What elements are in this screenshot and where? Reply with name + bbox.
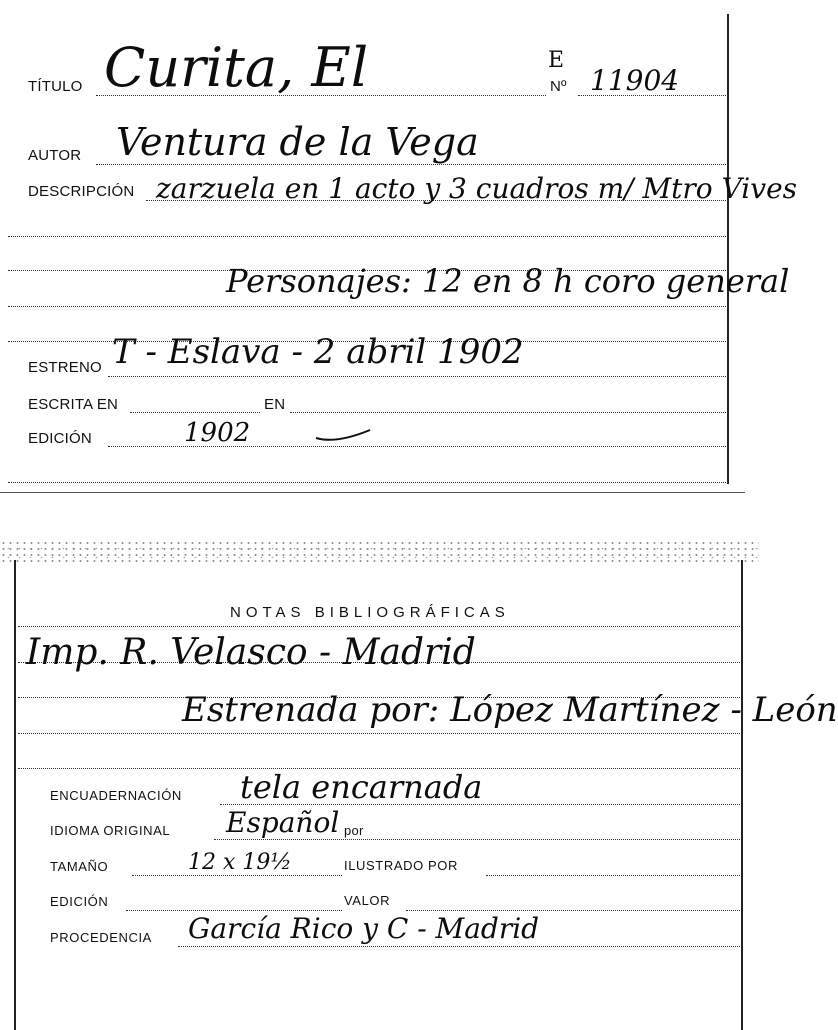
estreno-label: ESTRENO bbox=[28, 359, 102, 376]
ruled-line bbox=[178, 946, 740, 947]
ruled-line bbox=[130, 412, 260, 413]
ruled-line bbox=[8, 482, 728, 483]
card-border-right bbox=[741, 560, 743, 1030]
titulo-label: TÍTULO bbox=[28, 78, 83, 95]
ruled-line bbox=[486, 875, 740, 876]
numero-prefix-handwritten: E bbox=[548, 48, 565, 73]
tamano-handwritten: 12 x 19½ bbox=[188, 850, 292, 875]
ruled-line bbox=[406, 910, 740, 911]
encuadernacion-label: ENCUADERNACIÓN bbox=[50, 788, 182, 803]
ruled-line bbox=[8, 306, 728, 307]
descripcion-label: DESCRIPCIÓN bbox=[28, 183, 135, 200]
estreno-handwritten: T - Eslava - 2 abril 1902 bbox=[112, 332, 524, 372]
card-bottom-edge bbox=[0, 492, 745, 493]
card-border-left bbox=[14, 560, 16, 1030]
ilustrado-por-label: ILUSTRADO POR bbox=[344, 858, 458, 873]
procedencia-label: PROCEDENCIA bbox=[50, 930, 152, 945]
encuadernacion-handwritten: tela encarnada bbox=[240, 768, 483, 806]
idioma-original-label: IDIOMA ORIGINAL bbox=[50, 823, 171, 838]
idioma-original-handwritten: Español bbox=[226, 806, 340, 839]
tamano-label: TAMAÑO bbox=[50, 859, 109, 874]
autor-handwritten: Ventura de la Vega bbox=[116, 120, 479, 164]
numero-label: Nº bbox=[550, 78, 567, 95]
ruled-line bbox=[18, 626, 740, 627]
edicion-handwritten: 1902 bbox=[184, 418, 251, 448]
card-border-right bbox=[727, 14, 729, 484]
procedencia-handwritten: García Rico y C - Madrid bbox=[188, 912, 540, 945]
catalog-card-front bbox=[0, 0, 798, 496]
numero-handwritten: 11904 bbox=[590, 64, 680, 97]
notas-line2-handwritten: Estrenada por: López Martínez - León bbox=[182, 690, 838, 730]
ruled-line bbox=[132, 875, 342, 876]
ruled-line bbox=[108, 376, 728, 377]
escrita-en-label: ESCRITA EN bbox=[28, 396, 119, 413]
titulo-handwritten: Curita, El bbox=[104, 36, 369, 99]
ruled-line bbox=[126, 910, 342, 911]
speckled-edge bbox=[0, 540, 759, 562]
en-label: EN bbox=[264, 396, 286, 413]
por-label: por bbox=[344, 823, 364, 838]
catalog-card-back bbox=[0, 540, 838, 1028]
notas-heading: NOTAS BIBLIOGRÁFICAS bbox=[230, 604, 510, 621]
personajes-handwritten: Personajes: 12 en 8 h coro general bbox=[226, 262, 790, 300]
descripcion-handwritten: zarzuela en 1 acto y 3 cuadros m/ Mtro Vives bbox=[156, 172, 798, 205]
edicion-label: EDICIÓN bbox=[28, 430, 92, 447]
valor-label: VALOR bbox=[344, 893, 391, 908]
notas-line1-handwritten: Imp. R. Velasco - Madrid bbox=[26, 632, 476, 673]
edicion-label: EDICIÓN bbox=[50, 894, 109, 909]
ruled-line bbox=[8, 236, 728, 237]
autor-label: AUTOR bbox=[28, 147, 82, 164]
handwritten-stroke bbox=[314, 424, 374, 446]
ruled-line bbox=[290, 412, 728, 413]
ruled-line bbox=[96, 164, 728, 165]
ruled-line bbox=[18, 733, 740, 734]
ruled-line bbox=[214, 839, 740, 840]
